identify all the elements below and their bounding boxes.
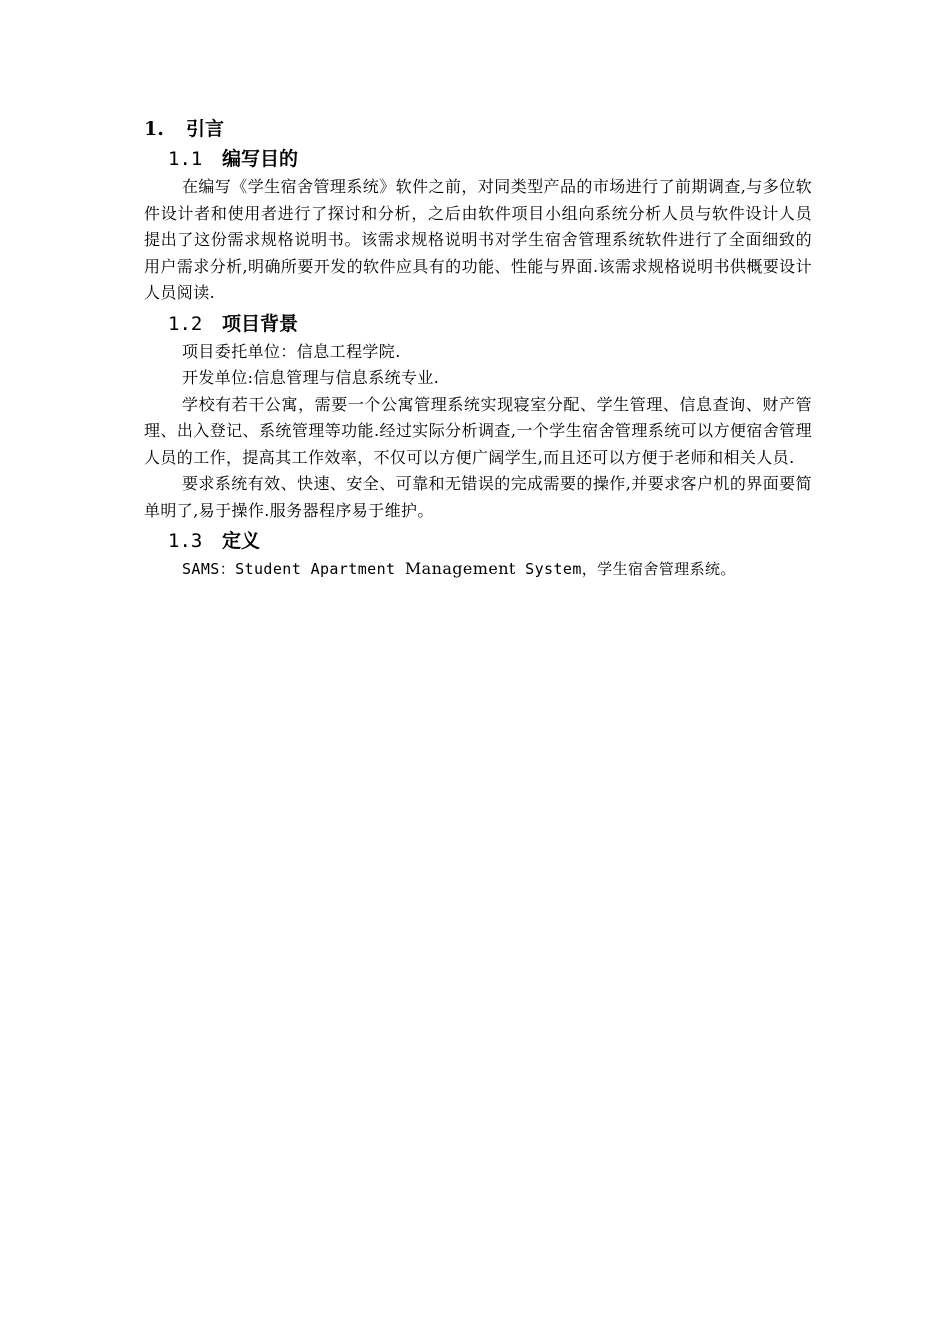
- section-title: 项目背景: [222, 312, 299, 335]
- section-number: 1.1: [168, 148, 203, 170]
- paragraph-purpose: 在编写《学生宿舍管理系统》软件之前，对同类型产品的市场进行了前期调查,与多位软件设计者和使用者进行了探讨和分析，之后由软件项目小组向系统分析人员与软件设计人员提出了这份需求规格说明书。该需求规格说明书对学生宿舍管理系统软件进行了全面细致的用户需求分析,明确所要开发的软件应具有的功能、性能与界面.该需求规格说明书供概要设计人员阅读.: [144, 177, 812, 302]
- section-number: 1.2: [168, 312, 203, 335]
- section-number: 1.: [144, 118, 164, 140]
- definition-prefix: SAMS：Student Apartment: [182, 560, 405, 578]
- section-number: 1.3: [168, 530, 203, 552]
- paragraph-definition: [144, 556, 812, 583]
- definition-suffix: System，学生宿舍管理系统。: [515, 560, 736, 578]
- heading-section-1-3: [168, 526, 812, 556]
- document-body: [144, 114, 812, 583]
- paragraph-requirements: 要求系统有效、快速、安全、可靠和无错误的完成需要的操作,并要求客户机的界面要简单明了,易于操作.服务器程序易于维护。: [144, 474, 812, 520]
- heading-section-1-1: [168, 144, 812, 174]
- paragraph-background: 学校有若干公寓，需要一个公寓管理系统实现寝室分配、学生管理、信息查询、财产管理、出入登记、系统管理等功能.经过实际分析调查,一个学生宿舍管理系统可以方便宿舍管理人员的工作，提高其工作效率，不仅可以方便广阔学生,而且还可以方便于老师和相关人员.: [144, 394, 812, 467]
- heading-section-1: [144, 114, 812, 144]
- section-title: 引言: [186, 118, 225, 140]
- paragraph-developer: 开发单位:信息管理与信息系统专业.: [182, 368, 440, 387]
- definition-term: Management: [404, 559, 516, 578]
- section-title: 定义: [222, 530, 261, 552]
- heading-section-1-2: [168, 309, 812, 339]
- paragraph-client: 项目委托单位：信息工程学院.: [182, 341, 401, 361]
- section-title: 编写目的: [222, 148, 299, 170]
